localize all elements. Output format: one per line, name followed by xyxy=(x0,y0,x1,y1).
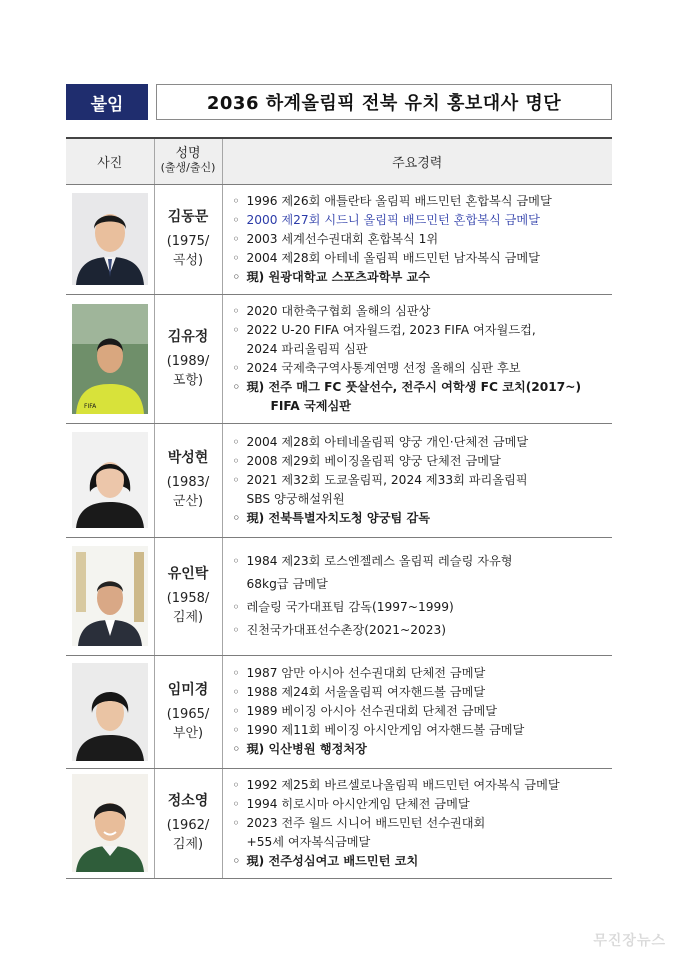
person-name: 정소영 xyxy=(167,793,209,809)
header-name-label: 성명 xyxy=(175,146,201,162)
person-origin: 김제) xyxy=(172,610,204,626)
portrait-photo xyxy=(72,193,148,285)
person-name: 유인탁 xyxy=(167,566,209,582)
career-item-cont-text: +55세 여자복식금메달 xyxy=(246,834,371,849)
person-birth-year: (1975/ xyxy=(166,234,210,250)
career-item: ◦ 진천국가대표선수촌장(2021~2023) xyxy=(231,619,613,642)
career-item: ◦ 2024 국제축구역사통계연맹 선정 올해의 심판 후보 xyxy=(231,359,613,378)
career-cell xyxy=(222,184,612,294)
career-list xyxy=(223,190,613,289)
career-item: ◦ 레슬링 국가대표팀 감독(1997~1999) xyxy=(231,596,613,619)
career-item: ◦ 2008 제29회 베이징올림픽 양궁 단체전 금메달 xyxy=(231,452,613,471)
person-birth-year: (1962/ xyxy=(166,818,210,834)
ambassador-table xyxy=(66,137,612,879)
name-cell xyxy=(154,294,222,423)
portrait-photo xyxy=(72,432,148,528)
name-cell xyxy=(154,768,222,878)
career-item-cont xyxy=(231,340,613,359)
table-row xyxy=(66,294,612,423)
photo-cell xyxy=(66,537,154,655)
career-item: ◦ 2003 세계선수권대회 혼합복식 1위 xyxy=(231,230,613,249)
career-item: ◦ 2000 제27회 시드니 올림픽 배드민턴 혼합복식 금메달 xyxy=(231,211,613,230)
career-item: ◦ 1994 히로시마 아시안게임 단체전 금메달 xyxy=(231,795,613,814)
career-item: ◦ 2004 제28회 아테네올림픽 양궁 개인·단체전 금메달 xyxy=(231,433,613,452)
career-list xyxy=(223,431,613,530)
career-item: ◦ 1990 제11회 베이징 아시안게임 여자핸드볼 금메달 xyxy=(231,721,613,740)
photo-cell xyxy=(66,423,154,537)
career-item-cont-text: SBS 양궁해설위원 xyxy=(246,491,345,506)
person-birth-year: (1958/ xyxy=(166,591,210,607)
photo-cell xyxy=(66,184,154,294)
person-origin: 부안) xyxy=(172,725,204,741)
person-name: 박성현 xyxy=(167,450,209,466)
career-cell xyxy=(222,655,612,768)
career-item: ◦ 2022 U-20 FIFA 여자월드컵, 2023 FIFA 여자월드컵, xyxy=(231,321,613,340)
table-row xyxy=(66,655,612,768)
career-item: ◦ 1989 베이징 아시아 선수권대회 단체전 금메달 xyxy=(231,702,613,721)
person-name: 임미경 xyxy=(167,681,209,698)
watermark-logo: 무진장뉴스 xyxy=(593,933,666,949)
career-item: ◦ 1992 제25회 바르셀로나올림픽 배드민턴 여자복식 금메달 xyxy=(231,776,613,795)
photo-cell xyxy=(66,294,154,423)
table-row xyxy=(66,768,612,878)
portrait-photo xyxy=(72,774,148,872)
person-origin: 군산) xyxy=(172,494,204,510)
table-header-row xyxy=(66,138,612,184)
career-item-current: ◦ 現) 전주성심여고 배드민턴 코치 xyxy=(231,852,613,871)
document-title: 2036 하계올림픽 전북 유치 홍보대사 명단 xyxy=(156,84,612,120)
career-item-cont-text: FIFA 국제심판 xyxy=(270,398,352,413)
career-cell xyxy=(222,294,612,423)
name-cell xyxy=(154,184,222,294)
table-row xyxy=(66,423,612,537)
person-origin: 김제) xyxy=(172,837,204,853)
career-list xyxy=(223,774,613,873)
person-birth-year: (1965/ xyxy=(166,706,210,722)
career-item: ◦ 2020 대한축구협회 올해의 심판상 xyxy=(231,302,613,321)
name-cell xyxy=(154,537,222,655)
career-item: ◦ 2021 제32회 도쿄올림픽, 2024 제33회 파리올림픽 xyxy=(231,471,613,490)
career-item: ◦ 1984 제23회 로스엔젤레스 올림픽 레슬링 자유형 xyxy=(231,550,613,573)
career-cell xyxy=(222,423,612,537)
person-name: 김동문 xyxy=(167,209,209,225)
career-list xyxy=(223,300,613,418)
header-name xyxy=(154,138,222,184)
career-item: ◦ 1987 암만 아시아 선수권대회 단체전 금메달 xyxy=(231,664,613,683)
career-item-current: ◦ 現) 원광대학교 스포츠과학부 교수 xyxy=(231,268,613,287)
person-name: 김유정 xyxy=(167,328,209,345)
name-cell xyxy=(154,423,222,537)
person-origin: 곡성) xyxy=(172,253,204,269)
person-birth-year: (1983/ xyxy=(166,475,210,491)
career-item: ◦ 1988 제24회 서울올림픽 여자핸드볼 금메달 xyxy=(231,683,613,702)
header-name-sub: (출생/출신) xyxy=(160,161,216,175)
career-item-cont-text: 2024 파리올림픽 심판 xyxy=(246,341,368,356)
portrait-photo xyxy=(72,546,148,646)
career-item-cont-text: 68kg급 금메달 xyxy=(246,577,328,591)
header-career: 주요경력 xyxy=(222,138,612,184)
career-item-current: ◦ 現) 전주 매그 FC 풋살선수, 전주시 여학생 FC 코치(2017~) xyxy=(231,378,613,397)
photo-cell xyxy=(66,655,154,768)
career-item-cont xyxy=(231,490,613,509)
career-list xyxy=(223,662,613,761)
career-item: ◦ 2023 전주 월드 시니어 배드민턴 선수권대회 xyxy=(231,814,613,833)
title-row xyxy=(66,84,612,120)
career-item-current: ◦ 現) 익산병원 행정처장 xyxy=(231,740,613,759)
name-cell xyxy=(154,655,222,768)
portrait-photo xyxy=(72,304,148,414)
career-cell xyxy=(222,537,612,655)
career-item: ◦ 1996 제26회 애틀란타 올림픽 배드민턴 혼합복식 금메달 xyxy=(231,192,613,211)
career-item-cont xyxy=(231,573,613,596)
person-origin: 포항) xyxy=(172,372,204,388)
career-item-cont xyxy=(231,397,613,416)
career-list xyxy=(223,548,613,644)
career-item: ◦ 2004 제28회 아테네 올림픽 배드민턴 남자복식 금메달 xyxy=(231,249,613,268)
header-photo: 사진 xyxy=(66,138,154,184)
career-cell xyxy=(222,768,612,878)
svg-text:FIFA: FIFA xyxy=(83,402,96,410)
table-row xyxy=(66,184,612,294)
career-item-current: ◦ 現) 전북특별자치도청 양궁팀 감독 xyxy=(231,509,613,528)
career-item-cont xyxy=(231,833,613,852)
person-birth-year: (1989/ xyxy=(166,353,210,369)
portrait-photo xyxy=(72,663,148,761)
photo-cell xyxy=(66,768,154,878)
table-row xyxy=(66,537,612,655)
attachment-tag: 붙임 xyxy=(66,84,148,120)
